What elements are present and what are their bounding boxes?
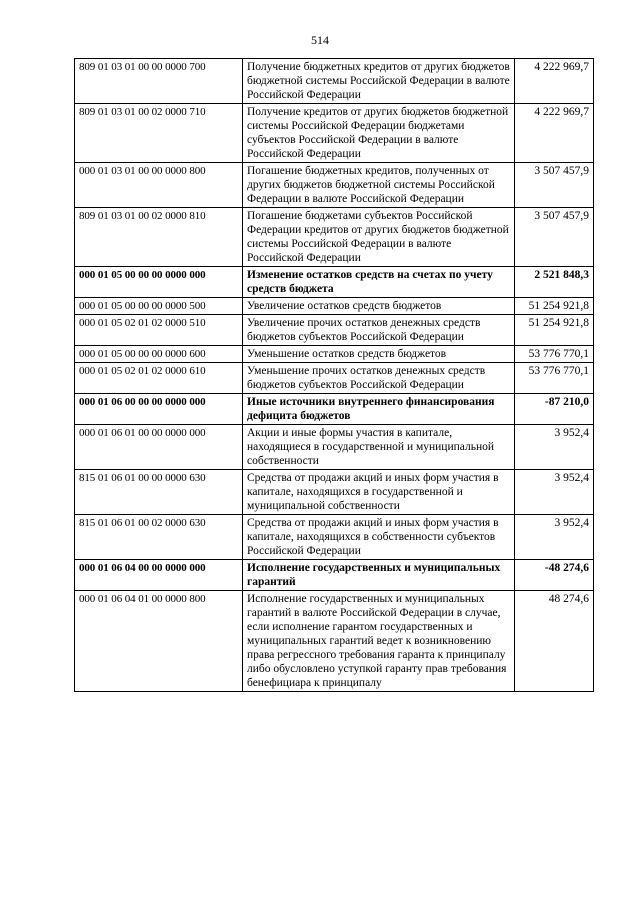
classification-code-cell: 000 01 05 00 00 00 0000 600 xyxy=(75,346,243,363)
page-number: 514 xyxy=(311,33,329,47)
description-cell: Исполнение государственных и муниципальных гарантий в валюте Российской Федерации в случае, если исполнение гарантом государственных и муниципальных гарантий ведет к возникновению права регрессного требования гаранта к принципалу либо обусловлено уступкой гаранту прав требования бенефициара к принципалу xyxy=(243,591,515,692)
classification-code-cell: 000 01 05 00 00 00 0000 500 xyxy=(75,298,243,315)
table-row xyxy=(75,163,594,208)
table-row xyxy=(75,208,594,267)
classification-code-cell: 809 01 03 01 00 02 0000 710 xyxy=(75,104,243,163)
table-body xyxy=(75,59,594,692)
amount-cell: 4 222 969,7 xyxy=(515,59,594,104)
classification-code-cell: 809 01 03 01 00 00 0000 700 xyxy=(75,59,243,104)
table-row xyxy=(75,363,594,394)
classification-code-cell: 000 01 05 02 01 02 0000 610 xyxy=(75,363,243,394)
table-row xyxy=(75,560,594,591)
amount-cell: 48 274,6 xyxy=(515,591,594,692)
classification-code-cell: 815 01 06 01 00 00 0000 630 xyxy=(75,470,243,515)
description-cell: Погашение бюджетами субъектов Российской Федерации кредитов от других бюджетов бюджетной системы Российской Федерации в валюте Российской Федерации xyxy=(243,208,515,267)
amount-cell: 3 507 457,9 xyxy=(515,163,594,208)
amount-cell: 51 254 921,8 xyxy=(515,315,594,346)
amount-cell: 51 254 921,8 xyxy=(515,298,594,315)
description-cell: Уменьшение прочих остатков денежных средств бюджетов субъектов Российской Федерации xyxy=(243,363,515,394)
classification-code-cell: 000 01 06 04 01 00 0000 800 xyxy=(75,591,243,692)
classification-code-cell: 000 01 06 01 00 00 0000 000 xyxy=(75,425,243,470)
amount-cell: 3 952,4 xyxy=(515,515,594,560)
classification-code-cell: 809 01 03 01 00 02 0000 810 xyxy=(75,208,243,267)
table-row xyxy=(75,515,594,560)
table-row xyxy=(75,425,594,470)
description-cell: Средства от продажи акций и иных форм участия в капитале, находящихся в государственной и муниципальной собственности xyxy=(243,470,515,515)
description-cell: Увеличение остатков средств бюджетов xyxy=(243,298,515,315)
description-cell: Иные источники внутреннего финансирования дефицита бюджетов xyxy=(243,394,515,425)
description-cell: Исполнение государственных и муниципальных гарантий xyxy=(243,560,515,591)
classification-code-cell: 000 01 06 04 00 00 0000 000 xyxy=(75,560,243,591)
amount-cell: 3 952,4 xyxy=(515,470,594,515)
description-cell: Получение кредитов от других бюджетов бюджетной системы Российской Федерации бюджетами субъектов Российской Федерации в валюте Российской Федерации xyxy=(243,104,515,163)
classification-code-cell: 000 01 06 00 00 00 0000 000 xyxy=(75,394,243,425)
description-cell: Погашение бюджетных кредитов, полученных от других бюджетов бюджетной системы Российской Федерации в валюте Российской Федерации xyxy=(243,163,515,208)
amount-cell: -87 210,0 xyxy=(515,394,594,425)
description-cell: Уменьшение остатков средств бюджетов xyxy=(243,346,515,363)
table-row xyxy=(75,104,594,163)
classification-code-cell: 815 01 06 01 00 02 0000 630 xyxy=(75,515,243,560)
table-row xyxy=(75,298,594,315)
amount-cell: 53 776 770,1 xyxy=(515,346,594,363)
table-row xyxy=(75,591,594,692)
table-row xyxy=(75,315,594,346)
amount-cell: 4 222 969,7 xyxy=(515,104,594,163)
description-cell: Увеличение прочих остатков денежных средств бюджетов субъектов Российской Федерации xyxy=(243,315,515,346)
amount-cell: 2 521 848,3 xyxy=(515,267,594,298)
classification-code-cell: 000 01 05 00 00 00 0000 000 xyxy=(75,267,243,298)
table-row xyxy=(75,267,594,298)
classification-code-cell: 000 01 05 02 01 02 0000 510 xyxy=(75,315,243,346)
amount-cell: 3 952,4 xyxy=(515,425,594,470)
classification-code-cell: 000 01 03 01 00 00 0000 800 xyxy=(75,163,243,208)
table-row xyxy=(75,470,594,515)
amount-cell: 3 507 457,9 xyxy=(515,208,594,267)
description-cell: Получение бюджетных кредитов от других бюджетов бюджетной системы Российской Федерации в валюте Российской Федерации xyxy=(243,59,515,104)
budget-sources-table xyxy=(74,58,594,692)
table-row xyxy=(75,394,594,425)
amount-cell: -48 274,6 xyxy=(515,560,594,591)
description-cell: Средства от продажи акций и иных форм участия в капитале, находящихся в собственности субъектов Российской Федерации xyxy=(243,515,515,560)
description-cell: Акции и иные формы участия в капитале, находящиеся в государственной и муниципальной собственности xyxy=(243,425,515,470)
description-cell: Изменение остатков средств на счетах по учету средств бюджета xyxy=(243,267,515,298)
table-row xyxy=(75,59,594,104)
amount-cell: 53 776 770,1 xyxy=(515,363,594,394)
table-row xyxy=(75,346,594,363)
